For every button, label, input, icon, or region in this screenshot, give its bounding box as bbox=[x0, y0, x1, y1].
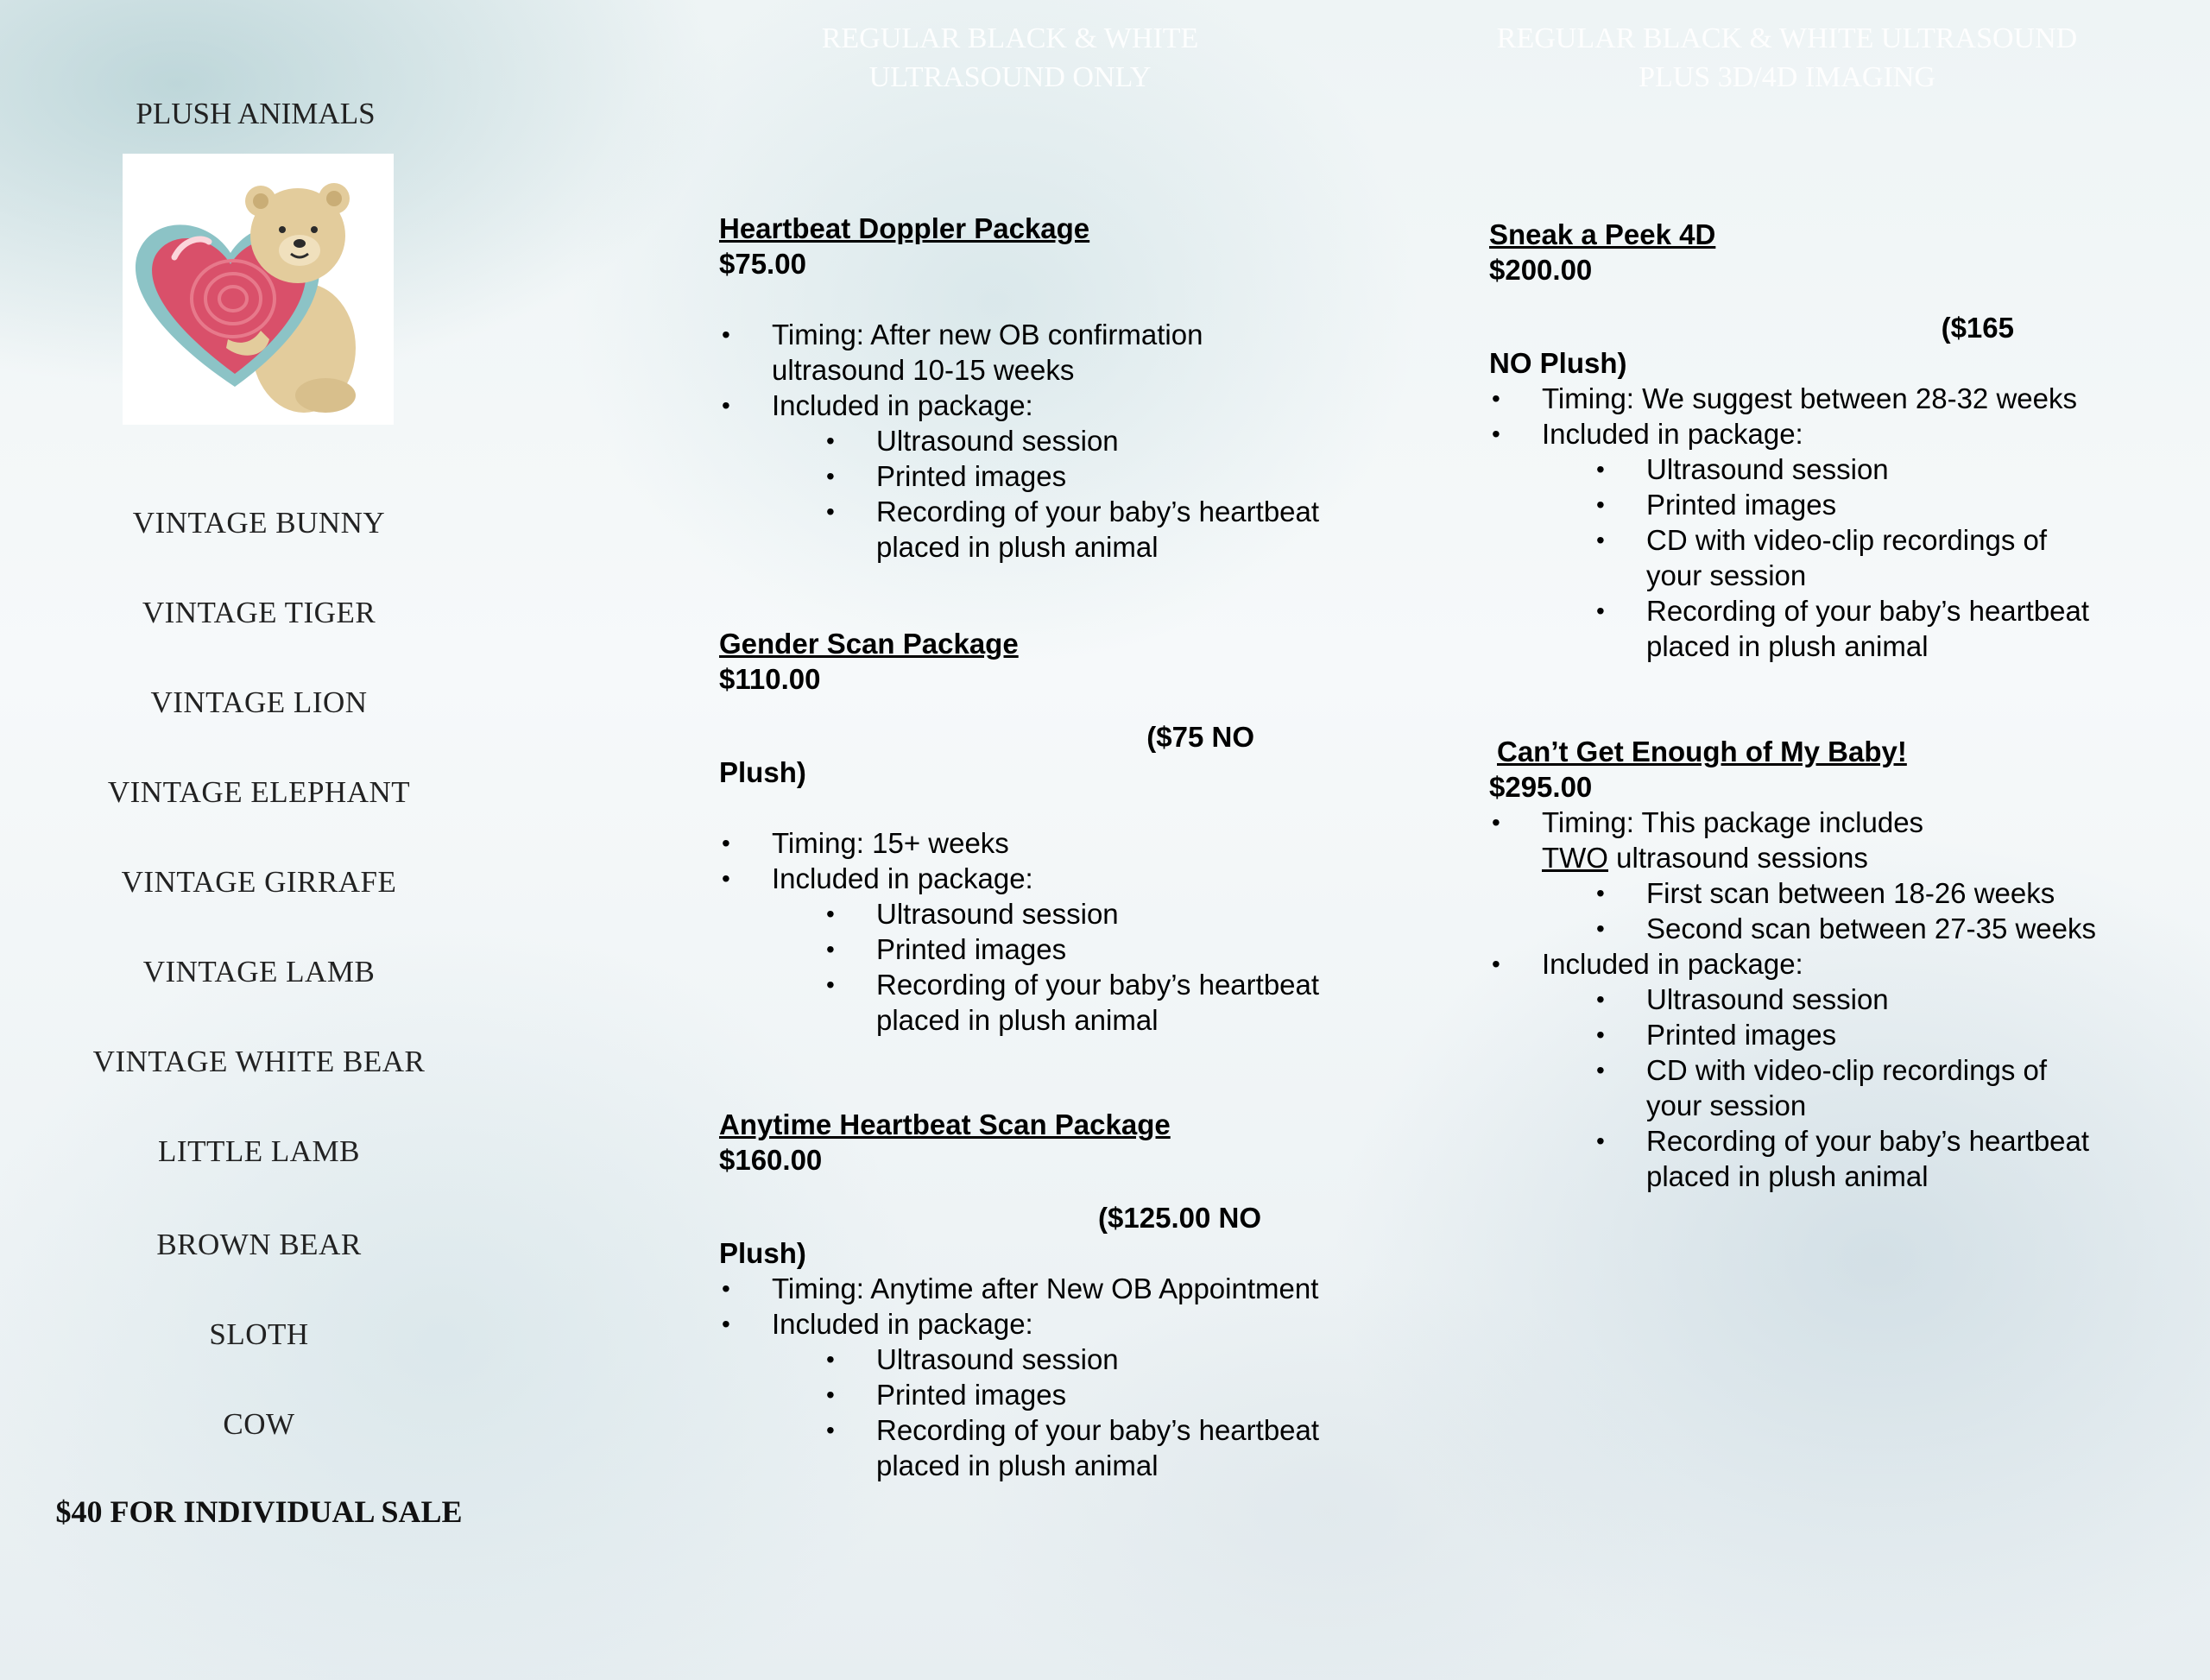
animal-vintage-tiger: VINTAGE TIGER bbox=[142, 596, 376, 629]
teddy-bear-heart-icon bbox=[123, 154, 394, 425]
animal-little-lamb: LITTLE LAMB bbox=[158, 1134, 360, 1168]
individual-sale-price: $40 FOR INDIVIDUAL SALE bbox=[55, 1494, 463, 1529]
no-plush-label: Plush) bbox=[719, 756, 806, 788]
package-price: $110.00 bbox=[719, 663, 821, 695]
no-plush-price: ($75 NO bbox=[1146, 721, 1254, 753]
package-cant-get-enough bbox=[1489, 734, 2145, 1194]
animal-vintage-lion: VINTAGE LION bbox=[150, 685, 368, 719]
package-price: $75.00 bbox=[719, 248, 806, 280]
animal-vintage-bunny: VINTAGE BUNNY bbox=[132, 506, 386, 540]
animal-cow: COW bbox=[223, 1407, 295, 1441]
timing-item: • Timing: After new OB confirmation ultrasound 10-15 weeks bbox=[719, 317, 1341, 388]
header-right-line-1: REGULAR BLACK & WHITE ULTRASOUND bbox=[1496, 22, 2078, 54]
timing-item: • Timing: 15+ weeks bbox=[719, 825, 1341, 861]
no-plush-price: ($165 bbox=[1941, 312, 2014, 344]
package-heartbeat-doppler bbox=[719, 211, 1341, 565]
header-mid-line-2: ULTRASOUND ONLY bbox=[868, 61, 1152, 93]
package-price: $295.00 bbox=[1489, 771, 1593, 803]
header-black-white-ultrasound bbox=[717, 19, 1304, 97]
included-cd: • CD with video-clip recordings of your session bbox=[1489, 522, 2111, 593]
animal-vintage-lamb: VINTAGE LAMB bbox=[142, 955, 376, 988]
included-images: • Printed images bbox=[1489, 1017, 2145, 1052]
timing-item: • Timing: We suggest between 28-32 weeks bbox=[1489, 381, 2111, 416]
header-right-line-2: PLUS 3D/4D IMAGING bbox=[1639, 61, 1935, 93]
included-session: • Ultrasound session bbox=[1489, 982, 2145, 1017]
included-images: • Printed images bbox=[1489, 487, 2111, 522]
timing-item: • Timing: Anytime after New OB Appointment bbox=[719, 1271, 1341, 1306]
package-gender-scan bbox=[719, 626, 1341, 1038]
included-heartbeat: • Recording of your baby’s heartbeat placed in plush animal bbox=[1489, 593, 2111, 664]
no-plush-label: Plush) bbox=[719, 1237, 806, 1269]
first-scan-item: • First scan between 18-26 weeks bbox=[1489, 875, 2145, 911]
package-title: Can’t Get Enough of My Baby! bbox=[1497, 736, 1907, 767]
package-price: $160.00 bbox=[719, 1144, 823, 1176]
no-plush-price: ($125.00 NO bbox=[1098, 1202, 1261, 1234]
included-item: • Included in package: bbox=[1489, 946, 2145, 982]
included-heartbeat: • Recording of your baby’s heartbeat placed in plush animal bbox=[719, 1412, 1341, 1483]
included-session: • Ultrasound session bbox=[1489, 452, 2111, 487]
included-item: • Included in package: bbox=[1489, 416, 2111, 452]
package-title: Gender Scan Package bbox=[719, 628, 1019, 660]
package-title: Sneak a Peek 4D bbox=[1489, 218, 1716, 250]
package-title: Anytime Heartbeat Scan Package bbox=[719, 1108, 1171, 1140]
included-item: • Included in package: bbox=[719, 1306, 1341, 1342]
teddy-bear-heart-image bbox=[123, 154, 394, 425]
package-price: $200.00 bbox=[1489, 254, 1593, 286]
included-images: • Printed images bbox=[719, 458, 1341, 494]
animal-vintage-white-bear: VINTAGE WHITE BEAR bbox=[92, 1045, 426, 1078]
plush-animals-panel bbox=[0, 0, 518, 1680]
included-images: • Printed images bbox=[719, 1377, 1341, 1412]
package-title: Heartbeat Doppler Package bbox=[719, 212, 1090, 244]
animal-brown-bear: BROWN BEAR bbox=[156, 1228, 362, 1261]
package-anytime-heartbeat bbox=[719, 1107, 1341, 1483]
package-sneak-a-peek-4d bbox=[1489, 217, 2111, 664]
included-session: • Ultrasound session bbox=[719, 896, 1341, 932]
second-scan-item: • Second scan between 27-35 weeks bbox=[1489, 911, 2145, 946]
no-plush-label: NO Plush) bbox=[1489, 347, 1627, 379]
included-session: • Ultrasound session bbox=[719, 423, 1341, 458]
included-heartbeat: • Recording of your baby’s heartbeat placed in plush animal bbox=[719, 967, 1341, 1038]
header-3d-4d-imaging bbox=[1433, 19, 2141, 97]
included-cd: • CD with video-clip recordings of your session bbox=[1489, 1052, 2145, 1123]
header-mid-line-1: REGULAR BLACK & WHITE bbox=[821, 22, 1199, 54]
animal-vintage-giraffe: VINTAGE GIRRAFE bbox=[121, 865, 397, 899]
plush-animals-title: PLUSH ANIMALS bbox=[136, 97, 376, 130]
included-heartbeat: • Recording of your baby’s heartbeat placed in plush animal bbox=[719, 494, 1341, 565]
included-item: • Included in package: bbox=[719, 861, 1341, 896]
animal-vintage-elephant: VINTAGE ELEPHANT bbox=[107, 775, 411, 809]
included-images: • Printed images bbox=[719, 932, 1341, 967]
included-item: • Included in package: bbox=[719, 388, 1341, 423]
two-emphasis: TWO bbox=[1542, 842, 1608, 874]
included-session: • Ultrasound session bbox=[719, 1342, 1341, 1377]
timing-item: • Timing: This package includes TWO ultrasound sessions bbox=[1489, 805, 2145, 875]
animal-sloth: SLOTH bbox=[209, 1317, 309, 1351]
included-heartbeat: • Recording of your baby’s heartbeat placed in plush animal bbox=[1489, 1123, 2145, 1194]
